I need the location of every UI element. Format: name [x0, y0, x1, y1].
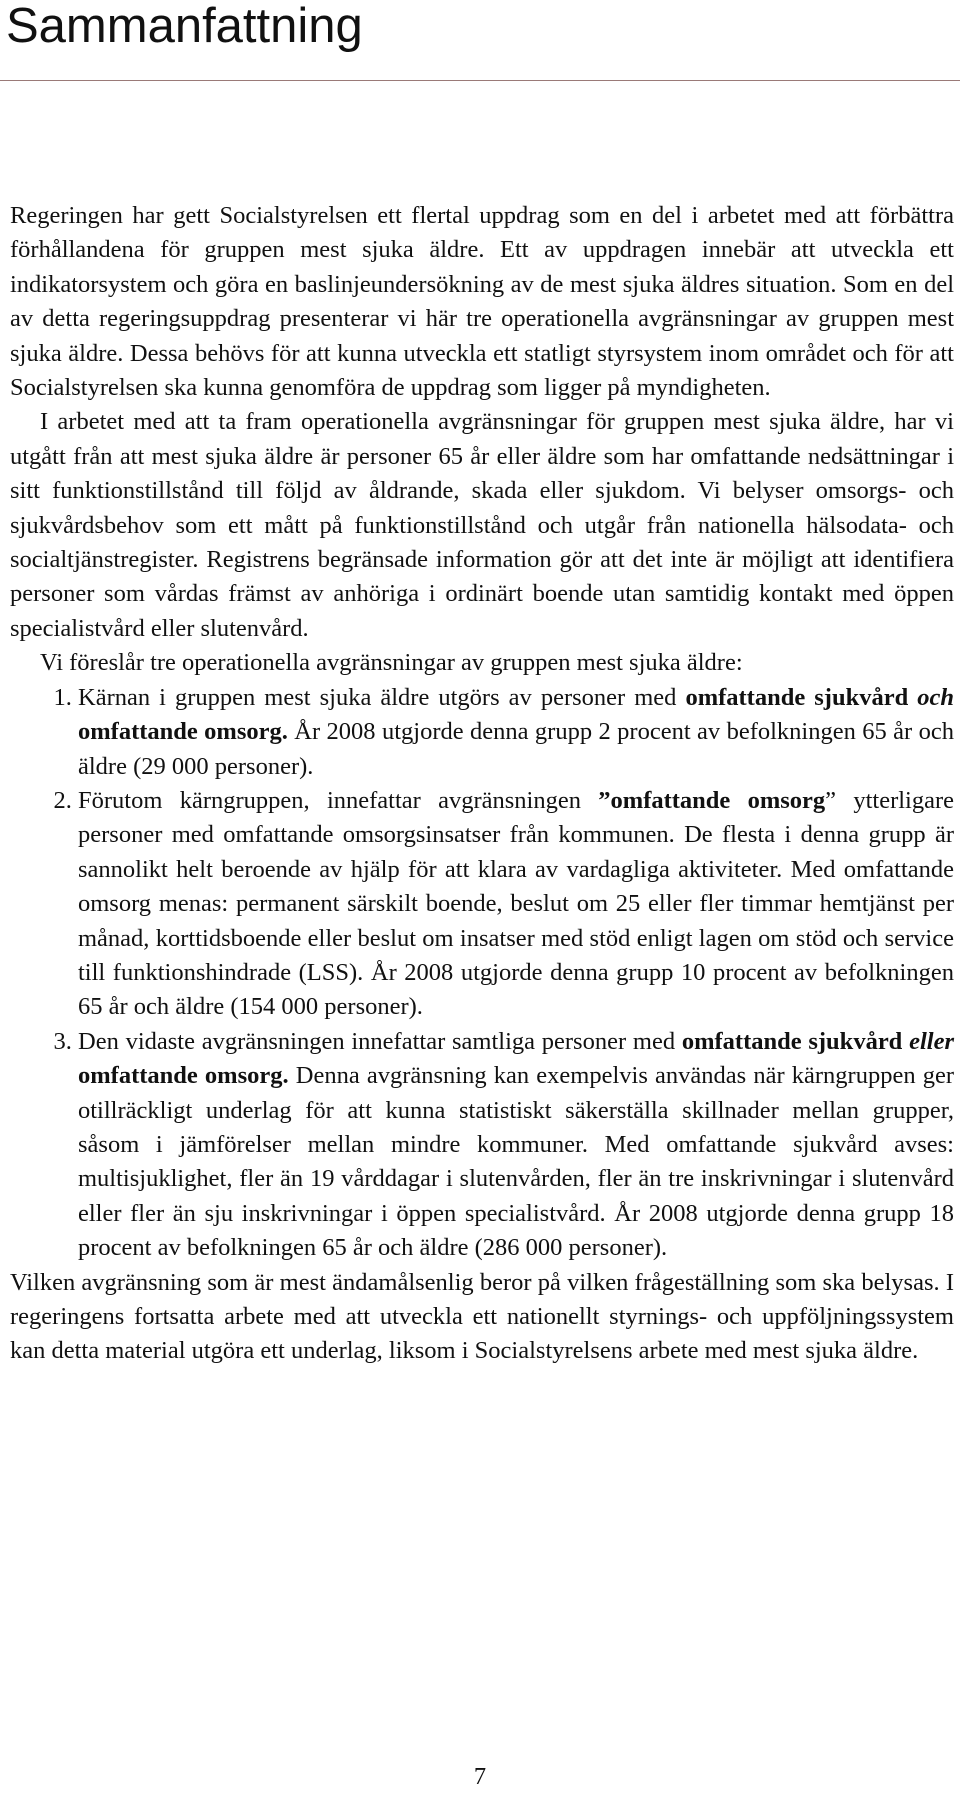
paragraph-proposal: Vi föreslår tre operationella avgränsningar av gruppen mest sjuka äldre: [40, 649, 743, 677]
list-item-text: Den vidaste avgränsningen innefattar samtliga personer med [78, 1027, 682, 1055]
list-item-text: Kärnan i gruppen mest sjuka äldre utgörs av personer med [78, 683, 686, 711]
list-item-text: ” ytterligare personer med omfattande omsorgsinsatser från kommunen. De flesta i denna grupp är sannolikt helt beroende av hjälp för att klara av vardagliga aktiviteter. Med omfattande omsorg menas: permanent särskilt boende, beslut om 25 eller fler timmar hemtjänst per månad, korttidsboende eller beslut om insatser med stöd enligt lagen om stöd och service till funktionshindrade (LSS). År 2008 utgjorde denna grupp 10 procent av befolkningen 65 år och äldre (154 000 personer). [78, 786, 955, 1021]
paragraph-conclusion: Vilken avgränsning som är mest ändamålsenlig beror på vilken frågeställning som ska belysas. I regeringens fortsatta arbete med att utveckla ett nationellt styrnings- och uppföljningssystem kan detta material utgöra ett underlag, liksom i Socialstyrelsens arbete med mest sjuka äldre. [10, 1268, 954, 1365]
heading-divider [0, 80, 960, 81]
list-item-emphasis: omfattande omsorg. [78, 1062, 289, 1090]
list-item [78, 784, 954, 1025]
document-body [10, 199, 954, 1369]
page-number: 7 [473, 1763, 487, 1790]
delimitation-list [10, 681, 954, 1266]
list-item [78, 1025, 954, 1266]
list-item-emphasis: omfattande sjukvård [685, 683, 918, 711]
list-item-emphasis: omfattande omsorg. [78, 718, 288, 746]
list-item-text: År 2008 utgjorde denna grupp 2 procent av befolkningen 65 år och äldre (29 000 personer). [78, 718, 954, 780]
page-title: Sammanfattning [6, 0, 363, 53]
list-item-emphasis-italic: och [917, 683, 954, 711]
list-item-emphasis: omfattande sjukvård [681, 1027, 910, 1055]
list-item [78, 681, 954, 784]
paragraph-intro: Regeringen har gett Socialstyrelsen ett flertal uppdrag som en del i arbetet med att förbättra förhållandena för gruppen mest sjuka äldre. Ett av uppdragen innebär att utveckla ett indikatorsystem och göra en baslinjeundersökning av de mest sjuka äldres situation. Som en del av detta regeringsuppdrag presenterar vi här tre operationella avgränsningar av gruppen mest sjuka äldre. Dessa behövs för att kunna utveckla ett statligt styrsystem inom området och för att Socialstyrelsen ska kunna genomföra de uppdrag som ligger på myndigheten. [10, 202, 954, 402]
list-item-text: Förutom kärngruppen, innefattar avgränsningen [78, 786, 599, 814]
list-item-emphasis: ”omfattande omsorg [598, 786, 826, 814]
paragraph-method: I arbetet med att ta fram operationella avgränsningar för gruppen mest sjuka äldre, har vi utgått från att mest sjuka äldre är personer 65 år eller äldre som har omfattande nedsättningar i sitt funktionstillstånd till följd av åldrande, skada eller sjukdom. Vi belyser omsorgs- och sjukvårdsbehov som ett mått på funktionstillstånd och utgår från nationella hälsodata- och socialtjänstregister. Registrens begränsade information gör att det inte är möjligt att identifiera personer som vårdas främst av anhöriga i ordinärt boende utan samtidig kontakt med öppen specialistvård eller slutenvård. [10, 408, 954, 642]
list-item-text: Denna avgränsning kan exempelvis användas när kärngruppen ger otillräckligt underlag för att kunna statistiskt säkerställa skillnader mellan grupper, såsom i jämförelser mellan mindre kommuner. Med omfattande sjukvård avses: multisjuklighet, fler än 19 vårddagar i slutenvården, fler än tre inskrivningar i slutenvård eller fler än sju inskrivningar i öppen specialistvård. År 2008 utgjorde denna grupp 18 procent av befolkningen 65 år och äldre (286 000 personer). [78, 1062, 954, 1262]
list-item-emphasis-italic: eller [909, 1027, 954, 1055]
